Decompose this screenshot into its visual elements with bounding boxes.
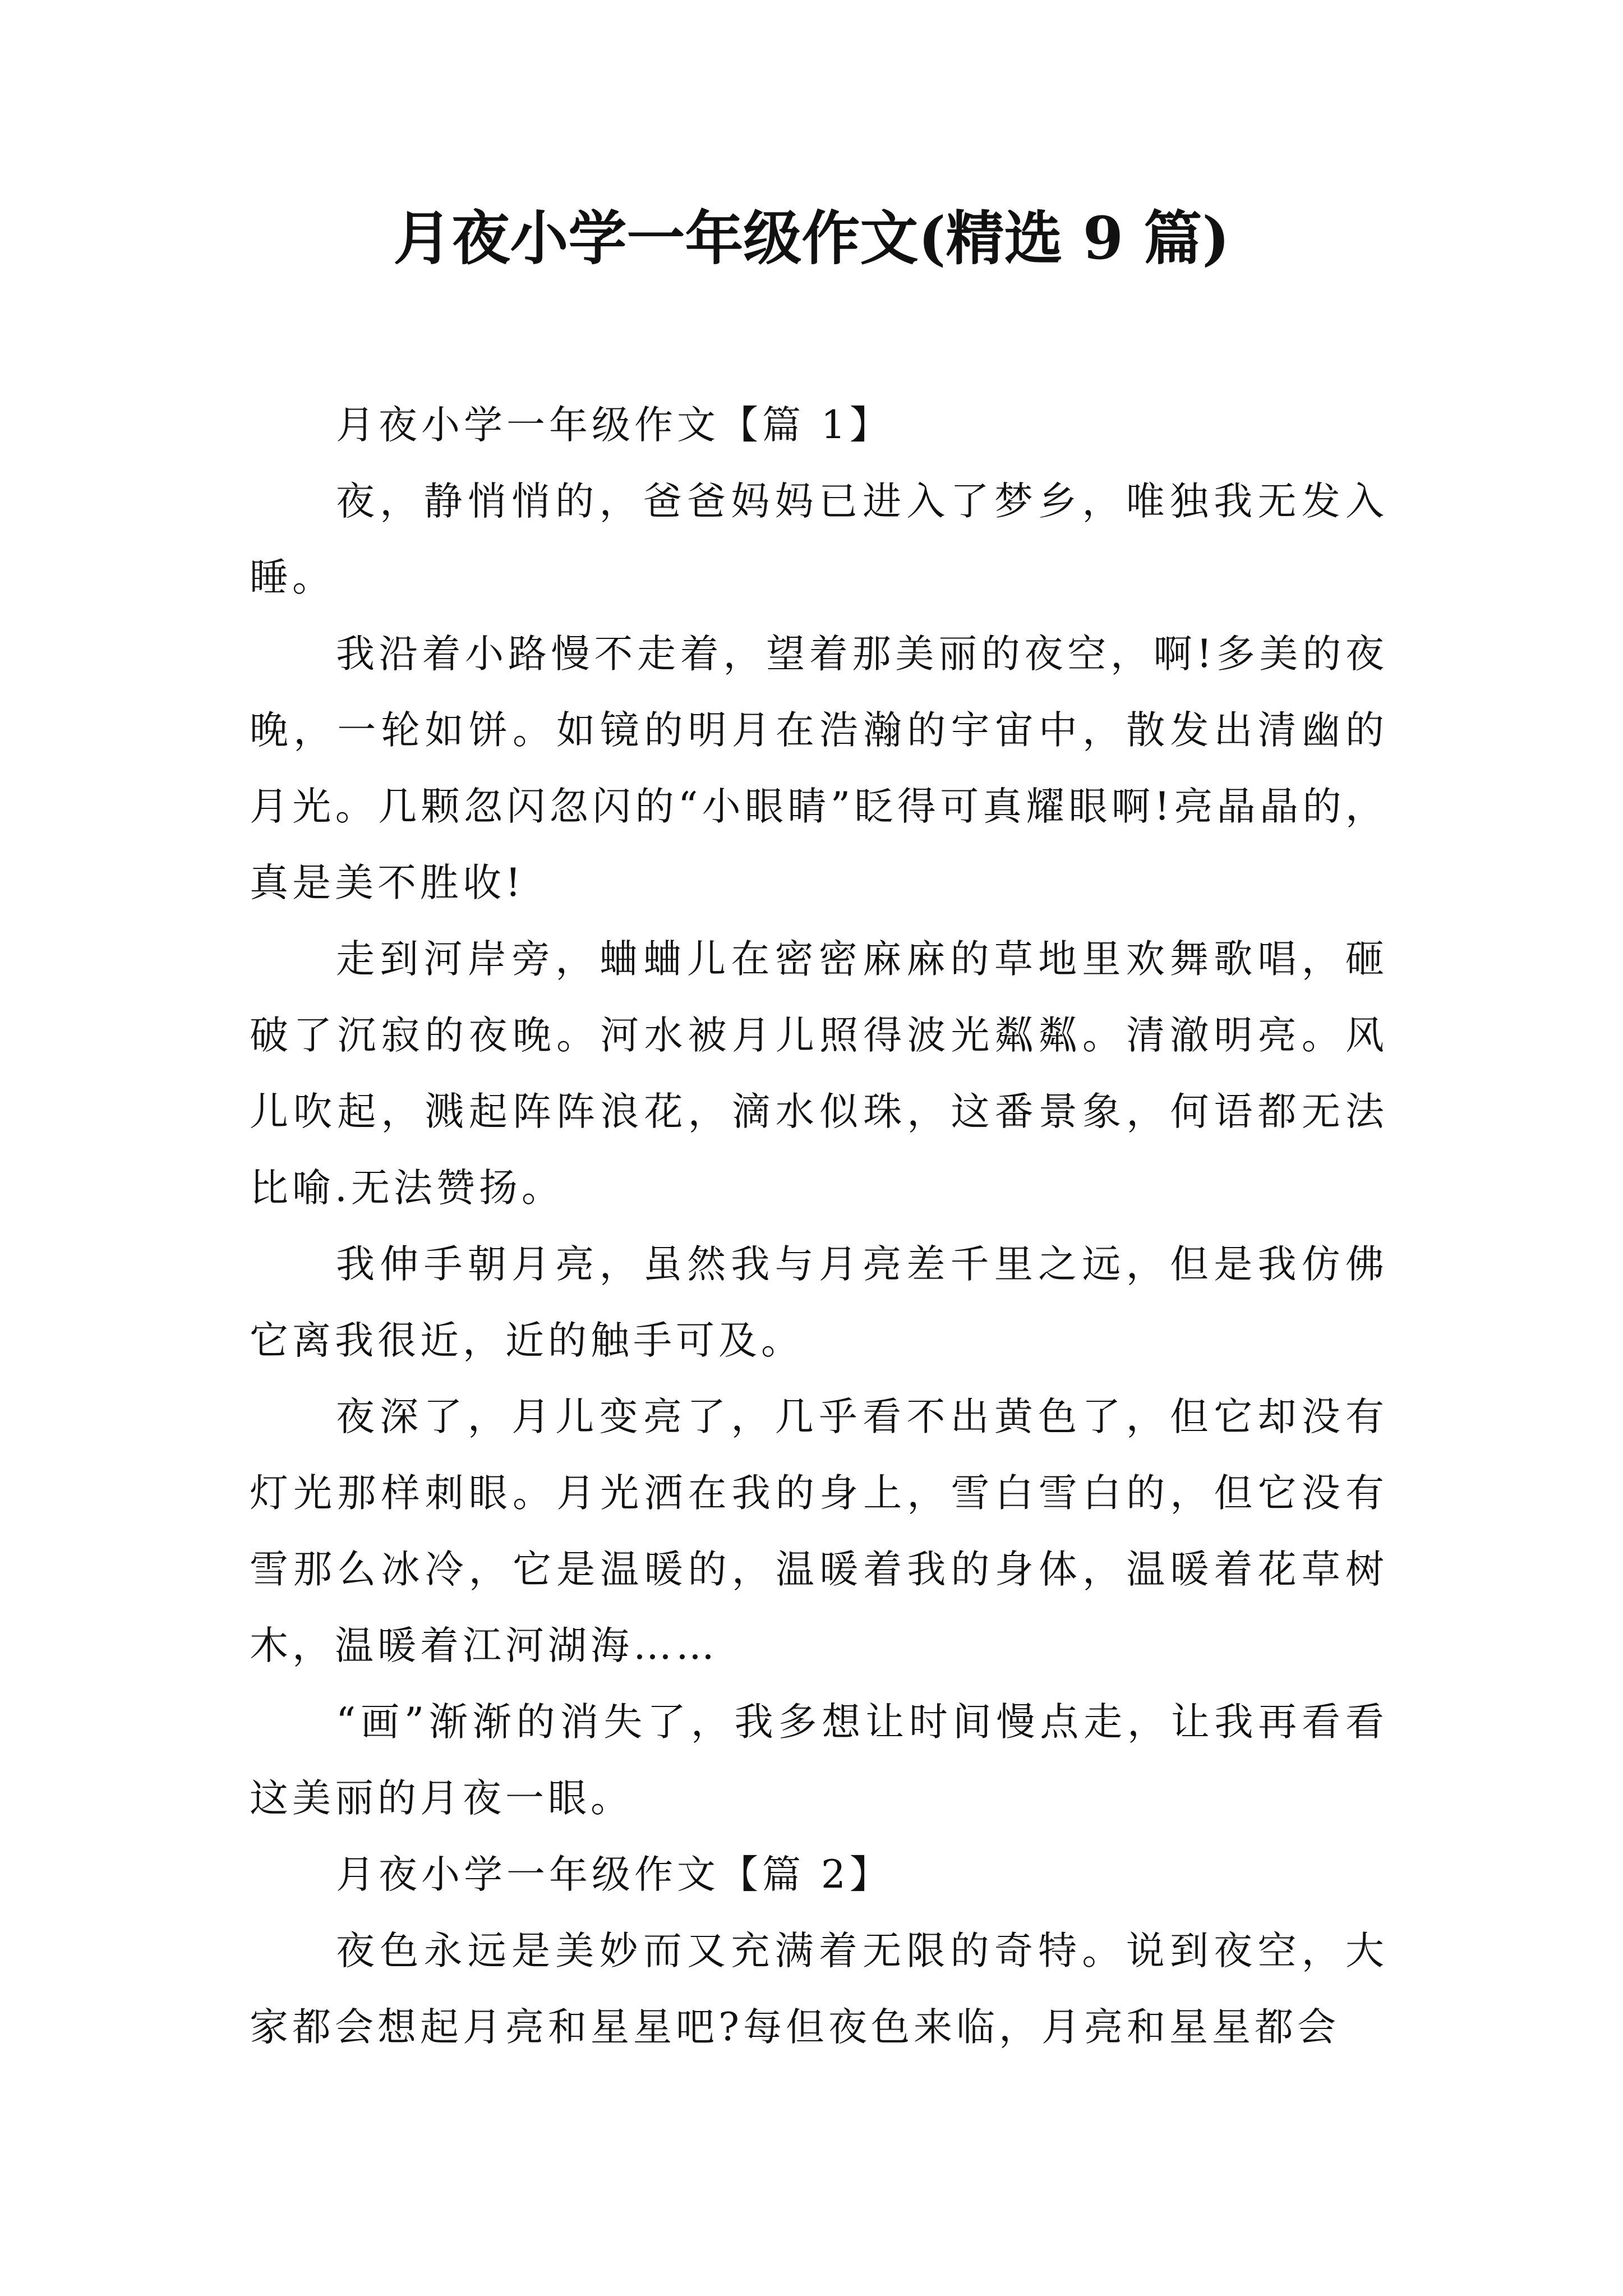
paragraph: 夜色永远是美妙而又充满着无限的奇特。说到夜空，大家都会想起月亮和星星吧?每但夜色来临，月亮和星星都会 [250, 1929, 1388, 2050]
document-body [250, 387, 1388, 2065]
paragraph: 我沿着小路慢不走着，望着那美丽的夜空，啊!多美的夜晚，一轮如饼。如镜的明月在浩瀚的宇宙中，散发出清幽的月光。几颗忽闪忽闪的“小眼睛”眨得可真耀眼啊!亮晶晶的，真是美不胜收! [250, 632, 1388, 905]
paragraph: 走到河岸旁，蛐蛐儿在密密麻麻的草地里欢舞歌唱，砸破了沉寂的夜晚。河水被月儿照得波光粼粼。清澈明亮。风儿吹起，溅起阵阵浪花，滴水似珠，这番景象，何语都无法比喻.无法赞扬。 [250, 937, 1388, 1211]
paragraph: 夜深了，月儿变亮了，几乎看不出黄色了，但它却没有灯光那样刺眼。月光洒在我的身上，雪白雪白的，但它没有雪那么冰冷，它是温暖的，温暖着我的身体，温暖着花草树木，温暖着江河湖海…… [250, 1395, 1388, 1668]
section-heading: 月夜小学一年级作文【篇 1】 [336, 403, 892, 448]
paragraph: 我伸手朝月亮，虽然我与月亮差千里之远，但是我仿佛它离我很近，近的触手可及。 [250, 1242, 1388, 1363]
paragraph: 夜，静悄悄的，爸爸妈妈已进入了梦乡，唯独我无发入睡。 [250, 479, 1388, 600]
section-heading: 月夜小学一年级作文【篇 2】 [336, 1852, 892, 1897]
document-title: 月夜小学一年级作文(精选 9 篇) [393, 204, 1230, 273]
paragraph: “画”渐渐的消失了，我多想让时间慢点走，让我再看看这美丽的月夜一眼。 [250, 1700, 1388, 1821]
